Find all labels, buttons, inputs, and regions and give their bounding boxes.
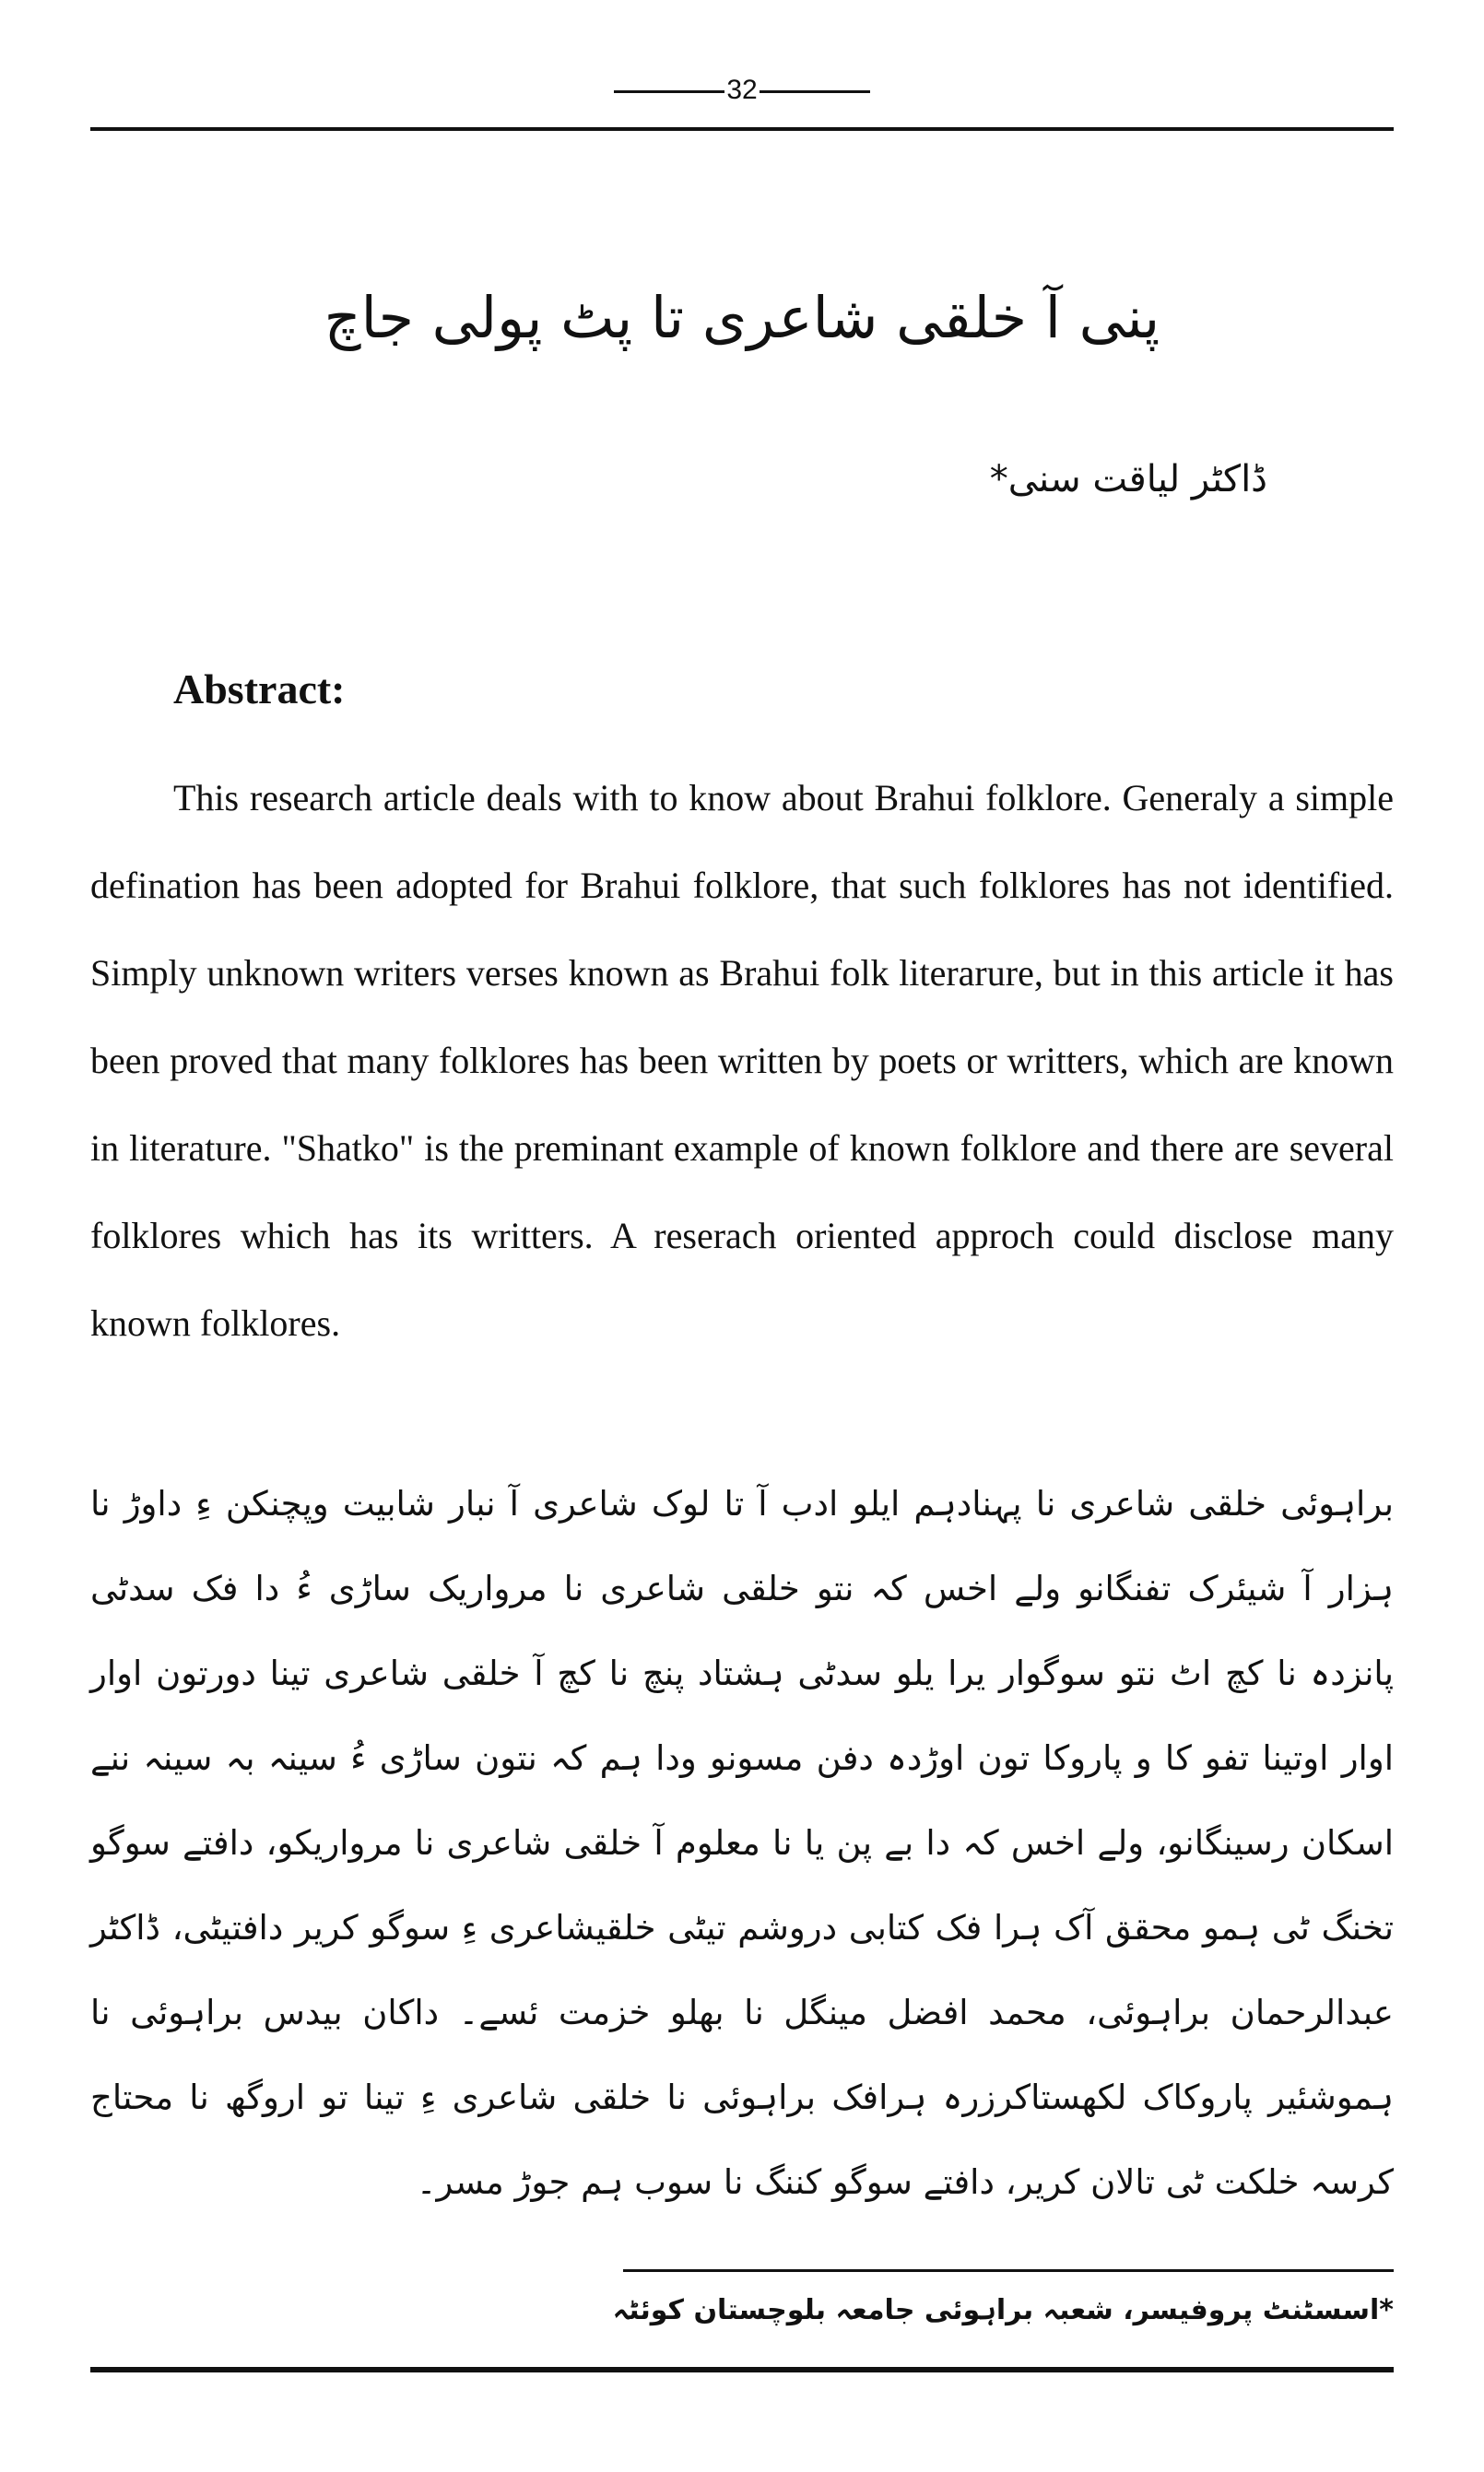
article-author: ڈاکٹر لیاقت سنی*: [989, 458, 1267, 500]
article-title: پنی آ خلقی شاعری تا پٹ پولی جاچ: [324, 284, 1160, 351]
abstract-heading: Abstract:: [173, 665, 346, 712]
footnote: *اسسٹنٹ پروفیسر، شعبہ براہوئی جامعہ بلوچستان کوئٹہ: [612, 2294, 1394, 2326]
bottom-rule: [90, 2367, 1394, 2372]
abstract-body: This research article deals with to know about Brahui folklore. Generaly a simple defination has been adopted for Brahui folklore, that such folklores has not identified. Simply unknown writers verses known as Brahui folk literarure, but in this article it has been proved that many folklores has been written by poets or writters, which are known in literature. "Shatko" is the preminant example of known folklore and there are several folklores which has its writters. A reserach oriented approch could disclose many known folklores.: [90, 777, 1394, 1344]
urdu-body: براہوئی خلقی شاعری نا پہنادہم ایلو ادب آ تا لوک شاعری آ نبار شابیت وپچنکن ءِ داوڑ نا ہزار آ شیئرک تفنگانو ولے اخس کہ نتو خلقی شاعری نا مرواریک ساڑی ءُ دا فک سدٹی پانزدہ نا کچ اٹ نتو سوگوار یرا یلو سدٹی ہشتاد پنچ نا کچ آ خلقی شاعری تینا دورتون اوار اوار اوتینا تفو کا و پاروکا تون اوڑدہ دفن مسونو ودا ہم کہ نتون ساڑی ءُ سینہ بہ سینہ ننے اسکان رسینگانو، ولے اخس کہ دا بے پن یا نا معلوم آ خلقی شاعری نا مرواریکو، دافتے سوگو تخنگ ٹی ہمو محقق آک ہرا فک کتابی دروشم تیٹی خلقیشاعری ءِ سوگو کریر دافتیٹی، ڈاکٹر عبدالرحمان براہوئی، محمد افضل مینگل نا بھلو خزمت ئسے۔ داکان بیدس براہوئی نا ہموشئیر پاروکاک لکھستاکرزرہ ہرافک براہوئی نا خلقی شاعری ءِ تینا تو اروگھ نا محتاج کرسہ خلکت ٹی تالان کریر، دافتے سوگو کننگ نا سوب ہم جوڑ مسر۔: [90, 1484, 1394, 2202]
footnote-rule: [623, 2269, 1394, 2272]
page-number-dash-left: [614, 90, 724, 93]
page-number-dash-right: [760, 90, 870, 93]
header-rule: [90, 127, 1394, 131]
page-number: [0, 72, 1484, 109]
page-number-text: 32: [726, 75, 758, 105]
